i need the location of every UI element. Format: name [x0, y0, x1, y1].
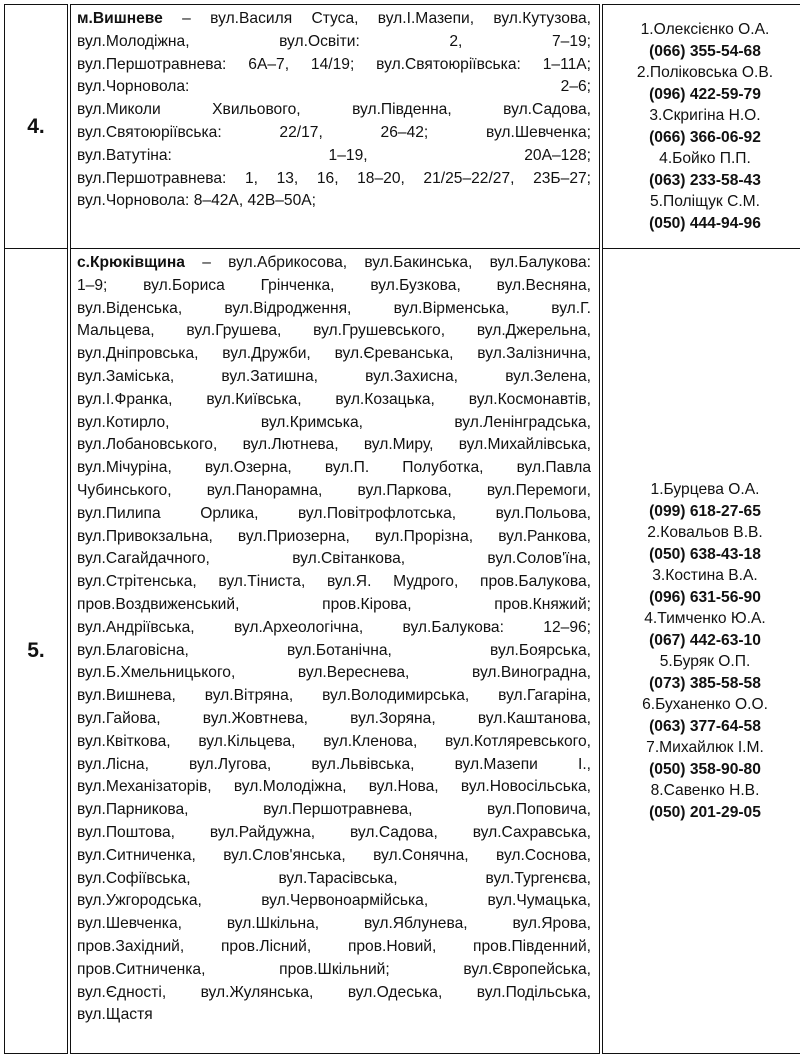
street-line — [77, 868, 591, 891]
contact-name: 7.Михайлюк І.М. — [603, 737, 800, 759]
street-line — [77, 457, 591, 480]
street-line — [77, 145, 591, 168]
street-text: вул.Лісна, вул.Лугова, вул.Львівська, вул.Мазепи І., — [77, 756, 591, 773]
street-line — [77, 822, 591, 845]
street-line — [77, 845, 591, 868]
street-line — [77, 526, 591, 549]
street-line — [77, 731, 591, 754]
contact-name: 5.Поліщук С.М. — [603, 191, 800, 213]
street-text: вул.Миколи Хвильового, вул.Південна, вул.Садова, — [77, 101, 591, 118]
street-text: вул.І.Франка, вул.Київська, вул.Козацька, вул.Космонавтів, — [77, 391, 591, 408]
contact-name: 3.Скригіна Н.О. — [603, 105, 800, 127]
contact-phone: (067) 442-63-10 — [603, 630, 800, 652]
districts-table — [4, 4, 800, 1054]
street-line — [77, 913, 591, 936]
street-line — [77, 982, 591, 1005]
street-text: вул.Пилипа Орлика, вул.Повітрофлотська, вул.Польова, — [77, 505, 591, 522]
street-line — [77, 662, 591, 685]
street-text: вул.Заміська, вул.Затишна, вул.Захисна, вул.Зелена, — [77, 368, 591, 385]
street-line — [77, 548, 591, 571]
contact-name: 2.Ковальов В.В. — [603, 522, 800, 544]
contact-phone: (073) 385-58-58 — [603, 673, 800, 695]
street-line — [77, 389, 591, 412]
street-line — [77, 343, 591, 366]
table-row — [5, 249, 800, 1054]
street-text: 1–9; вул.Бориса Грінченка, вул.Бузкова, вул.Весняна, — [77, 277, 591, 294]
street-text: пров.Воздвиженський, пров.Кірова, пров.Княжий; — [77, 596, 591, 613]
street-line — [77, 31, 591, 54]
street-text: вул.Парникова, вул.Першотравнева, вул.Поповича, — [77, 801, 591, 818]
street-text: вул.Поштова, вул.Райдужна, вул.Садова, вул.Сахравська, — [77, 824, 591, 841]
street-text: вул.Механізаторів, вул.Молодіжна, вул.Нова, вул.Новосільська, — [77, 778, 591, 795]
street-line — [77, 959, 591, 982]
street-line — [77, 936, 591, 959]
street-text: – вул.Василя Стуса, вул.І.Мазепи, вул.Кутузова, — [163, 10, 591, 27]
street-line — [77, 799, 591, 822]
contact-phone: (066) 366-06-92 — [603, 127, 800, 149]
contact-name: 5.Буряк О.П. — [603, 651, 800, 673]
street-line — [77, 122, 591, 145]
street-text: вул.Ужгородська, вул.Червоноармійська, вул.Чумацька, — [77, 892, 591, 909]
street-line — [77, 298, 591, 321]
street-line — [77, 754, 591, 777]
street-text: вул.Б.Хмельницького, вул.Вереснева, вул.Виноградна, — [77, 664, 591, 681]
street-line — [77, 503, 591, 526]
contact-name: 4.Бойко П.П. — [603, 148, 800, 170]
contact-phone: (099) 618-27-65 — [603, 501, 800, 523]
street-text: Мальцева, вул.Грушева, вул.Грушевського, вул.Джерельна, — [77, 322, 591, 339]
street-text: вул.Святоюріївська: 22/17, 26–42; вул.Шевченка; — [77, 124, 591, 141]
street-text: пров.Західний, пров.Лісний, пров.Новий, пров.Південний, — [77, 938, 591, 955]
street-text: вул.Вишнева, вул.Вітряна, вул.Володимирська, вул.Гагаріна, — [77, 687, 591, 704]
street-line — [77, 776, 591, 799]
street-text: вул.Молодіжна, вул.Освіти: 2, 7–19; — [77, 33, 591, 50]
street-line — [77, 366, 591, 389]
contact-name: 1.Олексієнко О.А. — [603, 19, 800, 41]
street-text: вул.Котирло, вул.Кримська, вул.Ленінградська, — [77, 414, 591, 431]
street-text: вул.Софіївська, вул.Тарасівська, вул.Тургенєва, — [77, 870, 591, 887]
contact-phone: (096) 631-56-90 — [603, 587, 800, 609]
street-text: вул.Щастя — [77, 1006, 153, 1023]
street-text: вул.Шевченка, вул.Шкільна, вул.Яблунева, вул.Ярова, — [77, 915, 591, 932]
contact-phone: (050) 201-29-05 — [603, 802, 800, 824]
street-line — [77, 708, 591, 731]
contact-phone: (050) 444-94-96 — [603, 213, 800, 235]
table-row — [5, 5, 800, 249]
street-text: вул.Благовісна, вул.Ботанічна, вул.Боярська, — [77, 642, 591, 659]
street-text: вул.Першотравнева: 6А–7, 14/19; вул.Святоюріївська: 1–11А; — [77, 56, 591, 73]
street-line — [77, 76, 591, 99]
street-line — [77, 412, 591, 435]
contact-phone: (063) 233-58-43 — [603, 170, 800, 192]
street-text: вул.Лобановського, вул.Лютнева, вул.Миру, вул.Михайлівська, — [77, 436, 591, 453]
street-text: вул.Андріївська, вул.Археологічна, вул.Балукова: 12–96; — [77, 619, 591, 636]
streets-cell — [69, 5, 601, 249]
street-text: вул.Віденська, вул.Відродження, вул.Вірменська, вул.Г. — [77, 300, 591, 317]
street-line — [77, 99, 591, 122]
street-text: вул.Стрітенська, вул.Тіниста, вул.Я. Мудрого, пров.Балукова, — [77, 573, 591, 590]
street-line — [77, 890, 591, 913]
street-text: вул.Мічуріна, вул.Озерна, вул.П. Полуботка, вул.Павла — [77, 459, 591, 476]
contact-phone: (096) 422-59-79 — [603, 84, 800, 106]
street-text: Чубинського, вул.Панорамна, вул.Паркова, вул.Перемоги, — [77, 482, 591, 499]
street-line — [77, 190, 591, 213]
row-number: 5. — [5, 249, 70, 1054]
place-name: м.Вишневе — [77, 10, 163, 27]
street-text: вул.Дніпровська, вул.Дружби, вул.Єреванська, вул.Залізнична, — [77, 345, 591, 362]
contacts-cell — [601, 5, 800, 249]
contact-phone: (063) 377-64-58 — [603, 716, 800, 738]
street-line — [77, 8, 591, 31]
contact-name: 4.Тимченко Ю.А. — [603, 608, 800, 630]
street-line — [77, 685, 591, 708]
contact-phone: (066) 355-54-68 — [603, 41, 800, 63]
place-name: с.Крюківщина — [77, 254, 185, 271]
street-text: вул.Першотравнева: 1, 13, 16, 18–20, 21/25–22/27, 23Б–27; — [77, 170, 591, 187]
street-text: вул.Ватутіна: 1–19, 20А–128; — [77, 147, 591, 164]
streets-cell — [69, 249, 601, 1054]
street-text: вул.Квіткова, вул.Кільцева, вул.Кленова, вул.Котляревського, — [77, 733, 591, 750]
street-line — [77, 480, 591, 503]
contact-phone: (050) 638-43-18 — [603, 544, 800, 566]
street-text: – вул.Абрикосова, вул.Бакинська, вул.Балукова: — [185, 254, 591, 271]
street-line — [77, 640, 591, 663]
street-line — [77, 1004, 591, 1027]
street-line — [77, 252, 591, 275]
street-text: вул.Сагайдачного, вул.Світанкова, вул.Солов'їна, — [77, 550, 591, 567]
street-line — [77, 594, 591, 617]
street-line — [77, 434, 591, 457]
street-line — [77, 275, 591, 298]
contact-name: 8.Савенко Н.В. — [603, 780, 800, 802]
street-text: вул.Ситниченка, вул.Слов'янська, вул.Сонячна, вул.Соснова, — [77, 847, 591, 864]
row-number: 4. — [5, 5, 70, 249]
street-text: вул.Чорновола: 2–6; — [77, 78, 591, 95]
contact-name: 1.Бурцева О.А. — [603, 479, 800, 501]
contacts-cell — [601, 249, 800, 1054]
street-text: вул.Привокзальна, вул.Приозерна, вул.Прорізна, вул.Ранкова, — [77, 528, 591, 545]
street-line — [77, 54, 591, 77]
street-line — [77, 617, 591, 640]
street-text: пров.Ситниченка, пров.Шкільний; вул.Європейська, — [77, 961, 591, 978]
street-text: вул.Гайова, вул.Жовтнева, вул.Зоряна, вул.Каштанова, — [77, 710, 591, 727]
contact-name: 3.Костина В.А. — [603, 565, 800, 587]
contact-name: 6.Буханенко О.О. — [603, 694, 800, 716]
street-line — [77, 168, 591, 191]
street-text: вул.Чорновола: 8–42А, 42В–50А; — [77, 192, 316, 209]
contact-name: 2.Поліковська О.В. — [603, 62, 800, 84]
street-line — [77, 320, 591, 343]
street-line — [77, 571, 591, 594]
street-text: вул.Єдності, вул.Жулянська, вул.Одеська, вул.Подільська, — [77, 984, 591, 1001]
contact-phone: (050) 358-90-80 — [603, 759, 800, 781]
